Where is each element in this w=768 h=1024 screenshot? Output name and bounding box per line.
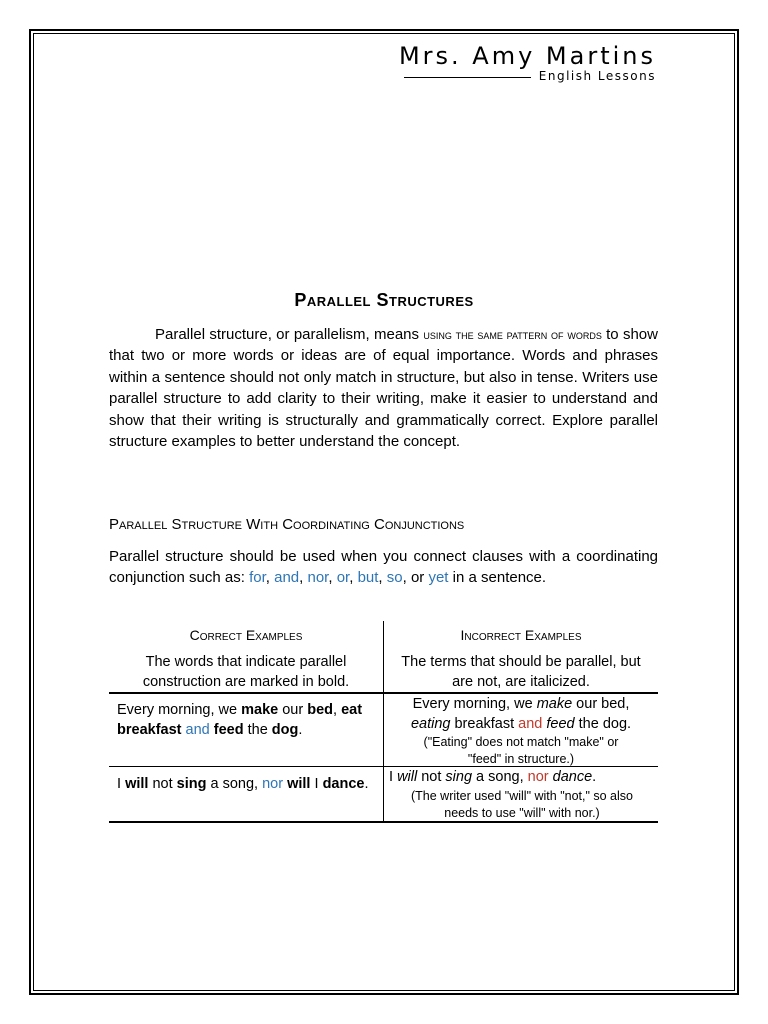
conj-sep: , [265, 569, 275, 587]
incorrect-subheader: The terms that should be parallel, but are not, are italicized. [401, 654, 641, 690]
italic-word: feed [546, 715, 575, 732]
row1-correct [117, 701, 375, 740]
txt: a song, [206, 776, 263, 792]
correct-header: Correct Examples [189, 627, 303, 643]
table-rule-row1 [109, 766, 658, 767]
table-rule-bottom [109, 821, 658, 823]
conj-sep: , [349, 569, 358, 587]
txt: I [310, 776, 323, 792]
italic-word: make [536, 696, 573, 712]
conj-but: but [357, 569, 379, 587]
txt: . [592, 769, 597, 785]
incorrect-header: Incorrect Examples [460, 627, 582, 643]
conj-tail: in a sentence. [448, 569, 547, 587]
page-border-inner [33, 33, 735, 991]
italic-word: sing [445, 769, 473, 785]
conj-sep: , [328, 569, 337, 587]
txt: our bed, [572, 696, 630, 712]
bold-word: dog [271, 721, 299, 738]
bold-word: sing [176, 776, 207, 792]
conjunctions-paragraph [109, 546, 658, 589]
row2-incorrect [389, 768, 655, 822]
examples-table [109, 621, 658, 823]
table-rule-header [109, 692, 658, 694]
bold-word: dance [322, 776, 365, 792]
txt: . [298, 721, 303, 738]
bold-word: will [287, 776, 311, 792]
row2-note: (The writer used "will" with "not," so also needs to use "will" with nor.) [411, 788, 633, 820]
conj-sep: , [299, 569, 308, 587]
italic-word: dance [552, 769, 593, 785]
row2-correct [117, 775, 375, 795]
bold-word: eat breakfast [117, 702, 363, 738]
bold-word: bed [307, 702, 333, 718]
txt: I [117, 776, 126, 792]
conjunction: and [518, 715, 543, 732]
section-heading: Parallel Structure With Coordinating Conjunctions [109, 516, 465, 533]
txt: breakfast [450, 715, 519, 732]
txt: our [278, 702, 308, 718]
txt: Every morning, we [412, 696, 537, 712]
bold-word: make [241, 702, 279, 718]
intro-smallcaps: using the same pattern of words [423, 327, 602, 342]
conj-or: or [336, 569, 350, 587]
conj-nor: nor [307, 569, 329, 587]
italic-word: eating [410, 715, 451, 732]
header-subtitle: English Lessons [538, 69, 656, 83]
txt: . [364, 776, 369, 792]
txt: the [243, 721, 272, 738]
row1-incorrect [387, 695, 655, 768]
page-title: Parallel Structures [294, 290, 474, 310]
intro-text-1: Parallel structure, or parallelism, means [155, 326, 424, 343]
conjunction: and [185, 721, 210, 738]
conj-and: and [274, 569, 300, 587]
txt: the dog. [574, 715, 632, 732]
txt: I [389, 769, 398, 785]
txt: , [333, 702, 342, 718]
intro-paragraph [109, 324, 658, 452]
column-divider [383, 621, 384, 823]
conj-so: so [386, 569, 403, 587]
correct-subheader: The words that indicate parallel construction are marked in bold. [142, 654, 350, 690]
header-divider [404, 77, 531, 78]
italic-word: will [397, 769, 418, 785]
conjunction: nor [262, 776, 284, 792]
txt: a song, [472, 769, 528, 785]
txt: not [148, 776, 177, 792]
conj-yet: yet [428, 569, 449, 587]
row1-note: ("Eating" does not match "make" or "feed" in structure.) [423, 735, 619, 766]
conj-sep: , [378, 569, 387, 587]
conj-sep: , [402, 569, 411, 587]
txt: Every morning, we [117, 702, 242, 718]
conj-lead: Parallel structure should be used when you connect clauses with a coordinating conjunction such as: [109, 548, 658, 587]
author-name: Mrs. Amy Martins [398, 42, 656, 70]
conj-for: for [249, 569, 266, 587]
conjunction: nor [527, 769, 549, 785]
txt: not [417, 769, 446, 785]
intro-text-2: to show that two or more words or ideas are of equal importance. Words and phrases within a sentence should not only match in structure, but also in tense. Writers use parallel structure to add clarity to their writing, make it easier to understand and show that their writing is structurally and grammatically correct. Explore parallel structure examples to better understand the concept. [109, 326, 658, 451]
conj-or-plain: or [410, 569, 425, 587]
bold-word: feed [213, 721, 244, 738]
bold-word: will [125, 776, 149, 792]
